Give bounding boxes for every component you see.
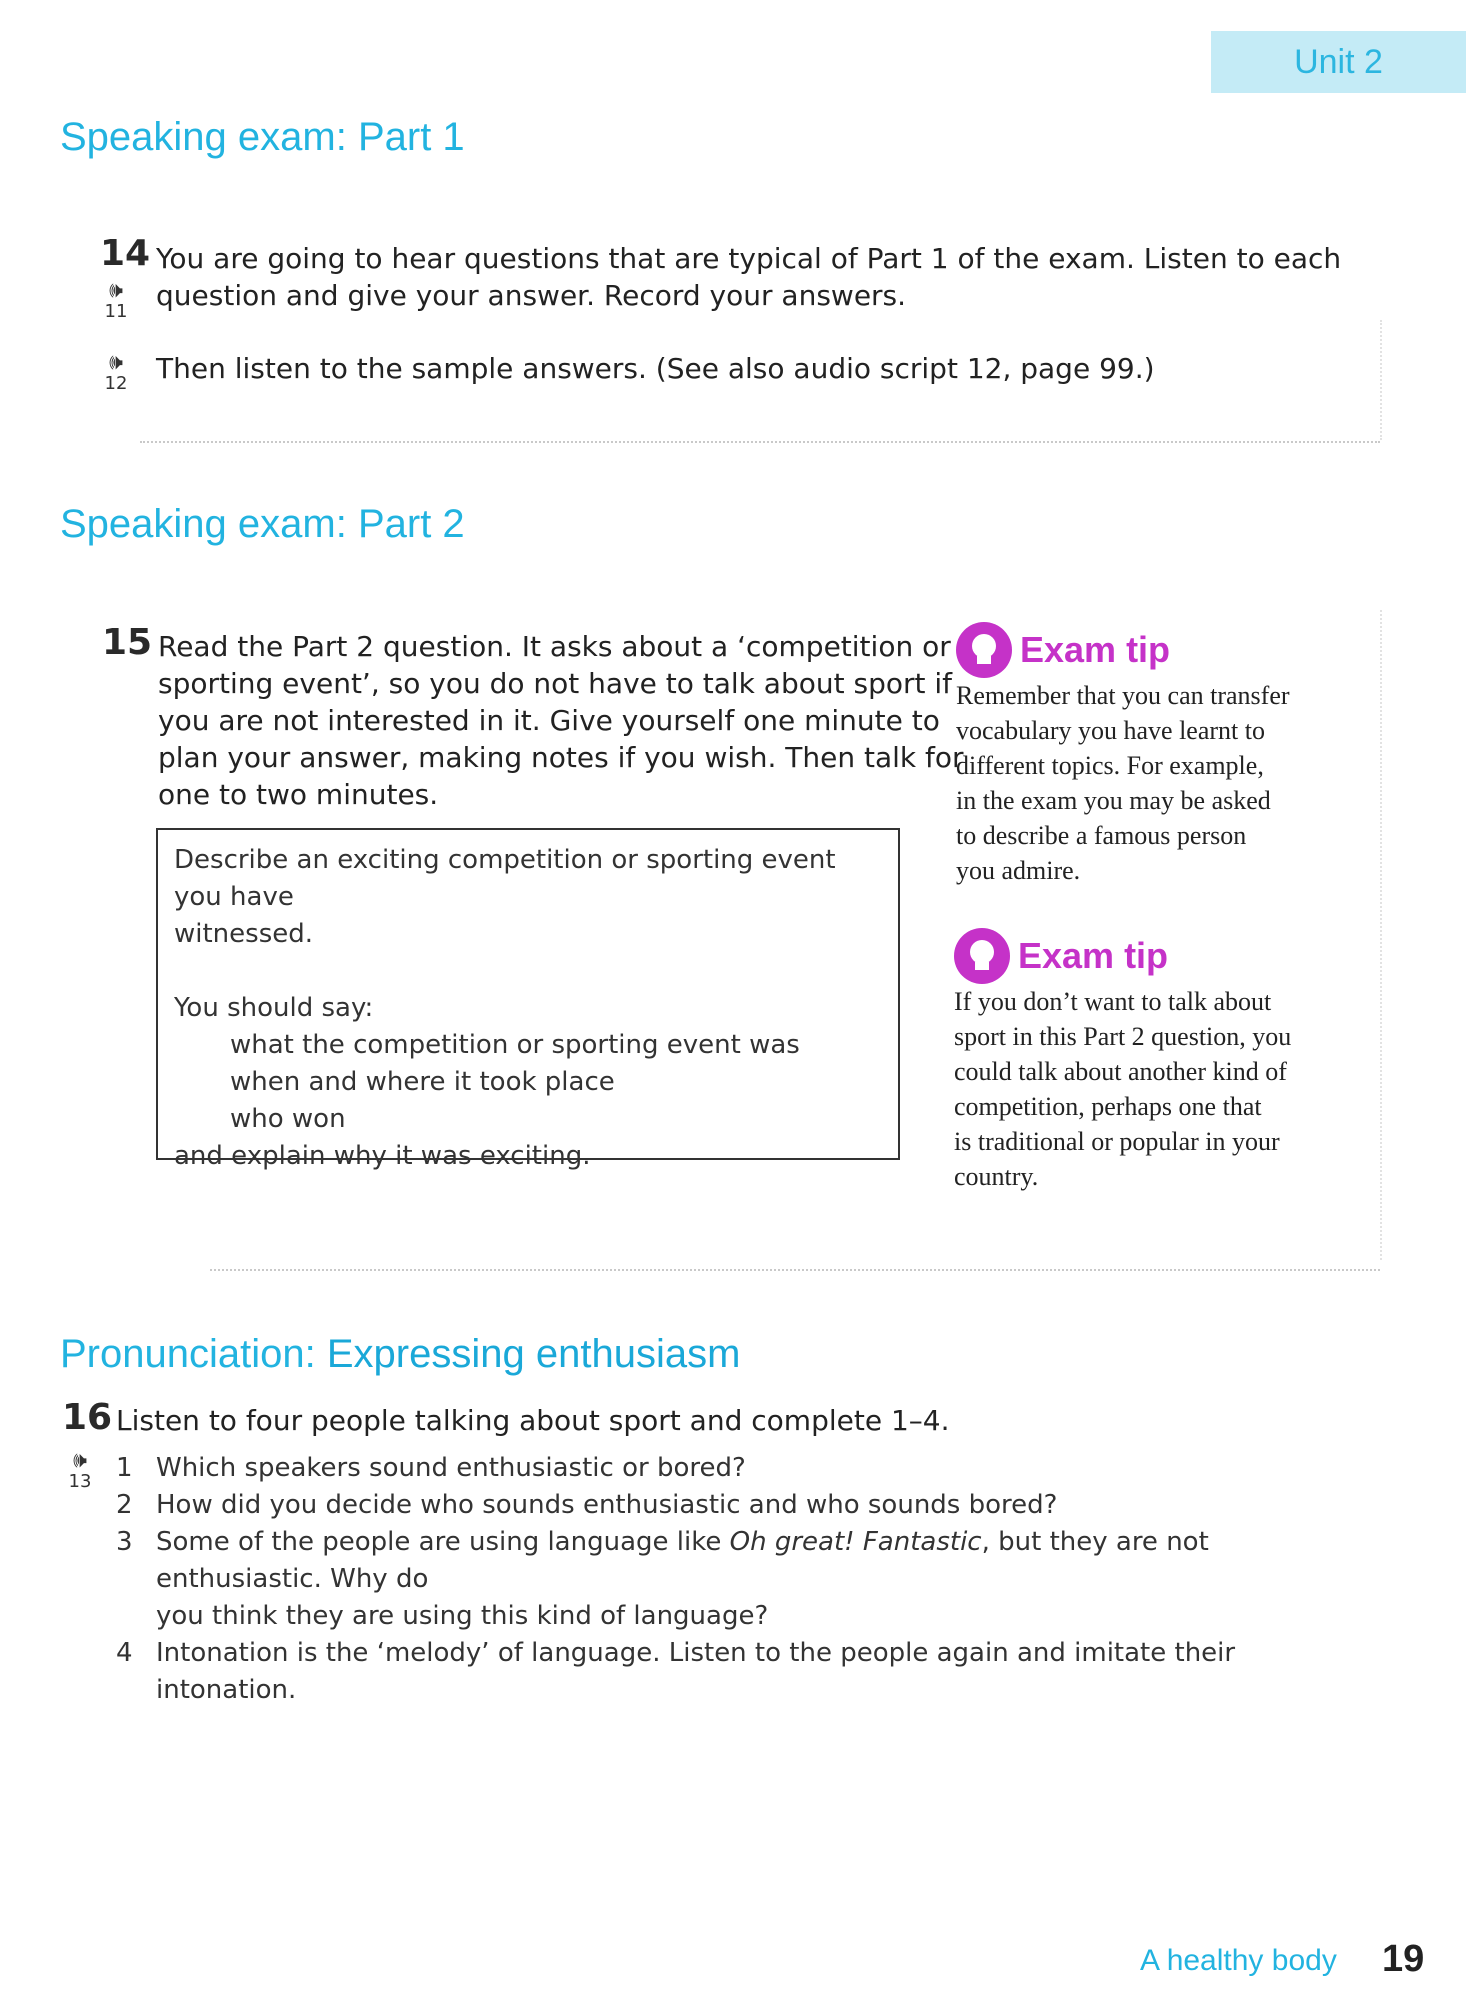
exam-tip-line: could talk about another kind of (954, 1057, 1287, 1086)
instruction-line: plan your answer, making notes if you wish. Then talk for (158, 741, 964, 774)
task-card-should-say: You should say: (174, 993, 374, 1023)
exercise-15-instructions (158, 628, 964, 813)
task-card-point: when and where it took place (230, 1067, 615, 1097)
task-card-explain: and explain why it was exciting. (174, 1141, 591, 1171)
task-card (156, 828, 900, 1171)
section-divider (210, 1269, 1380, 1271)
exam-tip-line: in the exam you may be asked (956, 786, 1271, 815)
unit-tab (1211, 31, 1466, 93)
exercise-16-intro: Listen to four people talking about sport and complete 1–4. (116, 1404, 950, 1437)
exam-tip-1 (956, 622, 1316, 888)
exam-tip-line: to describe a famous person (956, 821, 1247, 850)
exercise-14-line1: You are going to hear questions that are typical of Part 1 of the exam. Listen to each (156, 242, 1342, 275)
task-card-line: Describe an exciting competition or sporting event you have (174, 845, 836, 912)
speaker-icon: 🕪 (73, 1448, 87, 1473)
footer-title: A healthy body (1140, 1944, 1337, 1977)
page-number: 19 (1382, 1938, 1425, 1980)
instruction-line: Read the Part 2 question. It asks about a ‘competition or (158, 630, 951, 663)
exam-tip-line: you admire. (956, 856, 1081, 885)
exam-tip-line: country. (954, 1162, 1039, 1191)
list-item-number: 2 (116, 1490, 133, 1520)
section-title-part1: Speaking exam: Part 1 (60, 115, 465, 159)
section-title-part2: Speaking exam: Part 2 (60, 502, 465, 546)
exam-tip-line: sport in this Part 2 question, you (954, 1022, 1292, 1051)
list-item (116, 1635, 1356, 1709)
instruction-line: you are not interested in it. Give yourself one minute to (158, 704, 940, 737)
panel-edge (1380, 610, 1382, 1260)
audio-track-13[interactable]: 🕪 13 (60, 1450, 100, 1492)
audio-track-12[interactable]: 🕪 12 (96, 352, 136, 394)
list-item-text: you think they are using this kind of language? (156, 1601, 769, 1631)
exam-tip-line: competition, perhaps one that (954, 1092, 1262, 1121)
task-card-line: witnessed. (174, 919, 314, 949)
exercise-14-line3: Then listen to the sample answers. (See also audio script 12, page 99.) (156, 352, 1155, 385)
instruction-line: one to two minutes. (158, 778, 439, 811)
exercise-16-list (116, 1450, 1356, 1709)
exam-tip-title: Exam tip (1018, 935, 1169, 976)
exam-tip-2 (954, 928, 1314, 1194)
unit-label: Unit 2 (1294, 42, 1383, 81)
task-card-point: what the competition or sporting event was (230, 1030, 800, 1060)
list-item-number: 3 (116, 1527, 133, 1557)
exam-tip-line: If you don’t want to talk about (954, 987, 1272, 1016)
list-item-continuation (116, 1598, 1356, 1635)
exercise-number-14: 14 (100, 233, 151, 274)
list-item (116, 1450, 1356, 1487)
list-item-number: 1 (116, 1453, 133, 1483)
section-title-prefix: Pronunciation: (60, 1332, 316, 1376)
list-item-text: How did you decide who sounds enthusiastic and who sounds bored? (156, 1490, 1058, 1520)
exam-tip-line: different topics. For example, (956, 751, 1264, 780)
panel-edge (1380, 320, 1382, 440)
exam-tip-line: is traditional or popular in your (954, 1127, 1280, 1156)
exercise-number-15: 15 (102, 622, 153, 663)
section-title-pronunciation (60, 1332, 740, 1377)
list-item (116, 1524, 1356, 1598)
list-item-text: Some of the people are using language like Oh great! Fantastic, but they are not enthusiastic. Why do (156, 1527, 1209, 1594)
instruction-line: sporting event’, so you do not have to talk about sport if (158, 667, 953, 700)
exam-tip-title: Exam tip (1020, 629, 1171, 670)
list-item-text: Which speakers sound enthusiastic or bored? (156, 1453, 746, 1483)
list-item-text: Intonation is the ‘melody’ of language. Listen to the people again and imitate their intonation. (156, 1638, 1236, 1705)
exercise-14-line2: question and give your answer. Record your answers. (156, 279, 907, 312)
exam-tip-line: Remember that you can transfer (956, 681, 1290, 710)
audio-track-11[interactable]: 🕪 11 (96, 280, 136, 322)
list-item (116, 1487, 1356, 1524)
exercise-number-16: 16 (62, 1397, 113, 1438)
section-title-rest: Expressing enthusiasm (326, 1332, 741, 1376)
list-item-number: 4 (116, 1638, 133, 1668)
task-card-point: who won (230, 1104, 346, 1134)
section-divider (140, 441, 1380, 443)
exam-tip-line: vocabulary you have learnt to (956, 716, 1265, 745)
lightbulb-icon (956, 622, 1012, 678)
lightbulb-icon (954, 928, 1010, 984)
speaker-icon: 🕪 (109, 350, 123, 375)
speaker-icon: 🕪 (109, 278, 123, 303)
